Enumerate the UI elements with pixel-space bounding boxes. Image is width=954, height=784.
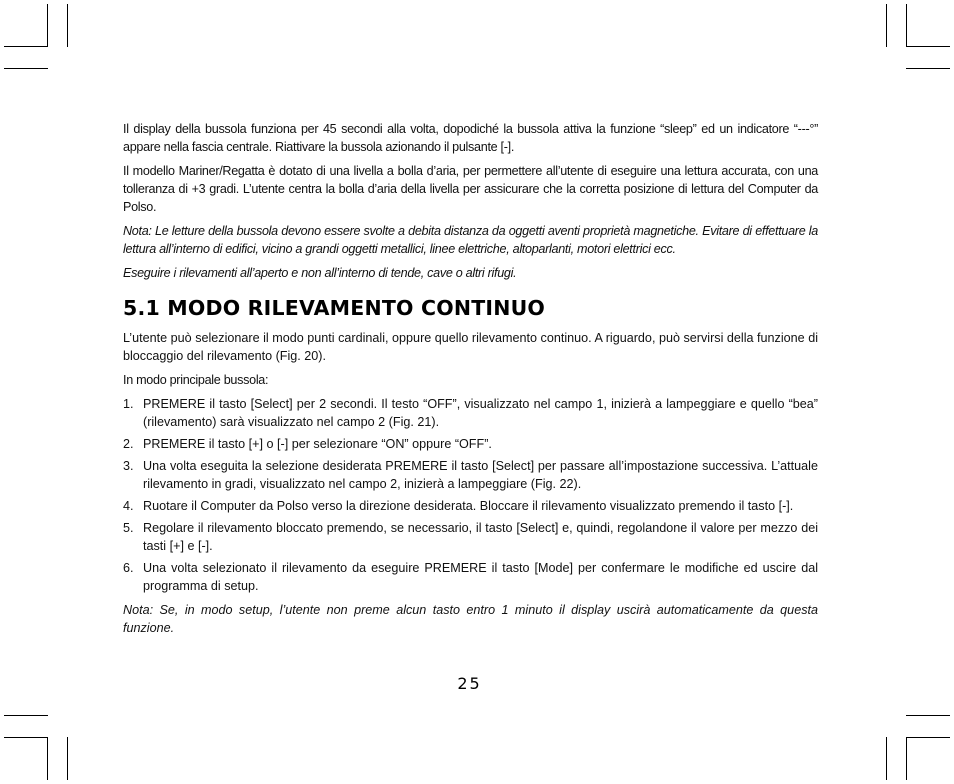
intro-paragraph: Il modello Mariner/Regatta è dotato di una livella a bolla d’aria, per permettere all’utente di eseguire una lettura accurata, con una tolleranza di +3 gradi. L’utente centra la bolla d’aria della livella per assicurare che la corretta posizione di lettura del Computer da Polso. — [123, 164, 818, 214]
crop-mark — [906, 46, 950, 47]
list-item — [123, 519, 818, 555]
crop-mark — [4, 46, 48, 47]
list-item-text: Una volta eseguita la selezione desiderata PREMERE il tasto [Select] per passare all’impostazione successiva. L’attuale rilevamento in gradi, visualizzato nel campo 2, inizierà a lampeggiare (Fig. 22). — [143, 459, 818, 491]
list-item-text: Ruotare il Computer da Polso verso la direzione desiderata. Bloccare il rilevamento visualizzato premendo il tasto [-]. — [143, 499, 794, 513]
crop-mark — [906, 737, 907, 780]
crop-mark — [67, 4, 68, 47]
list-item — [123, 435, 818, 453]
note-paragraph: Eseguire i rilevamenti all’aperto e non all’interno di tende, cave o altri rifugi. — [123, 266, 517, 280]
list-item-text: PREMERE il tasto [+] o [-] per selezionare “ON” oppure “OFF”. — [143, 437, 492, 451]
crop-mark — [47, 737, 48, 780]
section-paragraph: L’utente può selezionare il modo punti cardinali, oppure quello rilevamento continuo. A riguardo, può servirsi della funzione di bloccaggio del rilevamento (Fig. 20). — [123, 331, 818, 363]
crop-mark — [906, 68, 950, 69]
list-item-text: PREMERE il tasto [Select] per 2 secondi. Il testo “OFF”, visualizzato nel campo 1, inizierà a lampeggiare e quello “bea” (rilevamento) sarà visualizzato nel campo 2 (Fig. 21). — [143, 397, 818, 429]
section-heading: 5.1 MODO RILEVAMENTO CONTINUO — [123, 296, 546, 320]
list-item — [123, 395, 818, 431]
crop-mark — [4, 715, 48, 716]
list-item — [123, 559, 818, 595]
crop-mark — [4, 737, 48, 738]
list-item-text: Una volta selezionato il rilevamento da eseguire PREMERE il tasto [Mode] per confermare le modifiche ed uscire dal programma di setup. — [143, 561, 818, 593]
intro-paragraph: Il display della bussola funziona per 45 secondi alla volta, dopodiché la bussola attiva la funzione “sleep” ed un indicatore “---°” appare nella fascia centrale. Riattivare la bussola azionando il pulsante [-]. — [123, 122, 818, 154]
list-item-number: 3. — [123, 459, 134, 473]
list-item — [123, 457, 818, 493]
steps-list — [123, 395, 818, 595]
final-note: Nota: Se, in modo setup, l’utente non preme alcun tasto entro 1 minuto il display uscirà automaticamente da questa funzione. — [123, 603, 818, 635]
section-paragraph: In modo principale bussola: — [123, 373, 269, 387]
list-item-number: 2. — [123, 437, 134, 451]
note-paragraph: Nota: Le letture della bussola devono essere svolte a debita distanza da oggetti aventi proprietà magnetiche. Evitare di effettuare la lettura all’interno di edifici, vicino a grandi oggetti metallici, linee elettriche, altoparlanti, motori elettrici ecc. — [123, 224, 818, 256]
crop-mark — [47, 4, 48, 47]
page-number: 25 — [457, 674, 482, 693]
crop-mark — [886, 4, 887, 47]
page-content — [123, 120, 818, 643]
crop-mark — [906, 4, 907, 47]
crop-mark — [906, 715, 950, 716]
list-item-number: 5. — [123, 521, 134, 535]
crop-mark — [67, 737, 68, 780]
list-item-text: Regolare il rilevamento bloccato premendo, se necessario, il tasto [Select] e, quindi, regolandone il valore per mezzo dei tasti [+] e [-]. — [143, 521, 818, 553]
list-item-number: 6. — [123, 561, 134, 575]
list-item-number: 4. — [123, 499, 134, 513]
crop-mark — [886, 737, 887, 780]
list-item — [123, 497, 818, 515]
crop-mark — [906, 737, 950, 738]
list-item-number: 1. — [123, 397, 134, 411]
crop-mark — [4, 68, 48, 69]
